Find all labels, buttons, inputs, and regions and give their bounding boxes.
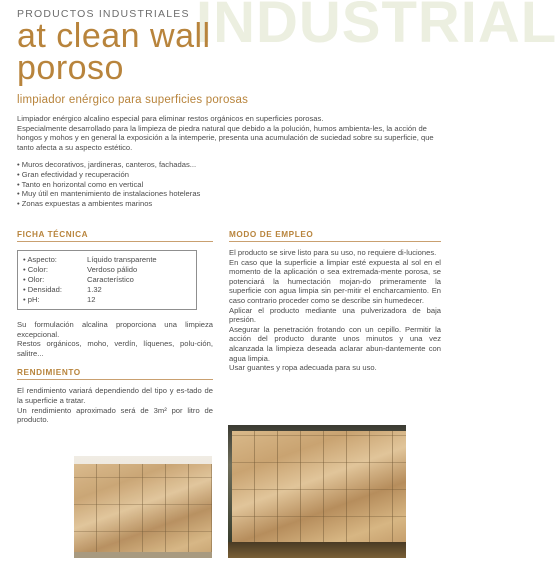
modo-empleo-text — [229, 248, 441, 373]
spec-value: Característico — [87, 275, 134, 284]
modo-empleo-heading: MODO DE EMPLEO — [229, 230, 441, 242]
rendimiento-heading: RENDIMIENTO — [17, 368, 213, 380]
ground-strip — [228, 542, 406, 558]
spec-key: • Olor: — [23, 275, 87, 285]
stone-wall-photo-after — [228, 425, 406, 558]
modo-paragraph-4: Asegurar la penetración frotando con un cepillo. Permitir la acción del producto durante unos minutos y una vez alcanzada la limpieza deseada aclarar abun-dantemente con agua limpia. — [229, 324, 441, 363]
modo-paragraph-2: En caso que la superficie a limpiar esté expuesta al sol en el momento de la aplicación o sea extremada-mente porosa, se potenciará la humectación mojan-do primeramente la superficie con agua limpia sin per-mitir el encharcamiento. En caso contrario proceder como se describe sin humedecer. — [229, 257, 441, 305]
rendimiento-paragraph-2: Un rendimiento aproximado será de 3m² por litro de producto. — [17, 405, 213, 425]
spec-table — [17, 250, 197, 310]
spec-value: Líquido transparente — [87, 255, 157, 264]
spec-key: • pH: — [23, 295, 87, 305]
spec-value: 1.32 — [87, 285, 102, 294]
product-title-line-1: at clean wall — [17, 17, 211, 55]
ficha-text — [17, 320, 213, 358]
intro-paragraph-2: Especialmente desarrollado para la limpieza de piedra natural que debido a la polución, humos ambienta-les, la acción de hongos y mohos y en general la exposición a la intemperie, presenta una acumulación de suciedad sobre su superficie, que tanto afecta a su aspecto estético. — [17, 123, 434, 152]
product-header — [17, 8, 211, 87]
ficha-paragraph-1: Su formulación alcalina proporciona una limpieza excepcional. — [17, 320, 213, 339]
right-column — [229, 230, 441, 373]
sandstone-wall-image — [232, 431, 406, 543]
list-item: • Muy útil en mantenimiento de instalaciones hoteleras — [17, 189, 441, 199]
spec-row — [23, 255, 191, 265]
modo-paragraph-1: El producto se sirve listo para su uso, no requiere di-luciones. — [229, 248, 437, 257]
spec-key: • Aspecto: — [23, 255, 87, 265]
list-item: • Gran efectividad y recuperación — [17, 170, 441, 180]
ficha-tecnica-heading: FICHA TÉCNICA — [17, 230, 213, 242]
spec-row — [23, 295, 191, 305]
spec-row — [23, 275, 191, 285]
intro-paragraph-1: Limpiador enérgico alcalino especial para eliminar restos orgánicos en superficies porosas. — [17, 114, 324, 123]
watermark-text: INDUSTRIAL — [196, 0, 557, 55]
ground-strip — [74, 552, 212, 558]
spec-value: Verdoso pálido — [87, 265, 138, 274]
category-kicker: PRODUCTOS INDUSTRIALES — [17, 8, 190, 20]
intro-section — [17, 114, 441, 208]
list-item: • Zonas expuestas a ambientes marinos — [17, 199, 441, 209]
left-column — [17, 230, 213, 425]
spec-row — [23, 285, 191, 295]
rendimiento-paragraph-1: El rendimiento variará dependiendo del tipo y es-tado de la superficie a tratar. — [17, 386, 213, 405]
spec-key: • Densidad: — [23, 285, 87, 295]
list-item: • Muros decorativos, jardineras, canteros, fachadas... — [17, 160, 441, 170]
stone-wall-photo-before — [74, 456, 212, 558]
ficha-paragraph-2: Restos orgánicos, moho, verdín, líquenes, polu-ción, salitre... — [17, 339, 213, 358]
product-title-line-2: poroso — [17, 49, 124, 87]
spec-value: 12 — [87, 295, 96, 304]
feature-list — [17, 160, 441, 208]
modo-paragraph-5: Usar guantes y ropa adecuada para su uso. — [229, 363, 377, 373]
rendimiento-text — [17, 386, 213, 424]
sandstone-wall-image — [74, 464, 212, 558]
product-subtitle: limpiador enérgico para superficies porosas — [17, 94, 249, 106]
spec-row — [23, 265, 191, 275]
modo-paragraph-3: Aplicar el producto mediante una pulverizadora de baja presión. — [229, 305, 441, 325]
spec-key: • Color: — [23, 265, 87, 275]
list-item: • Tanto en horizontal como en vertical — [17, 180, 441, 190]
